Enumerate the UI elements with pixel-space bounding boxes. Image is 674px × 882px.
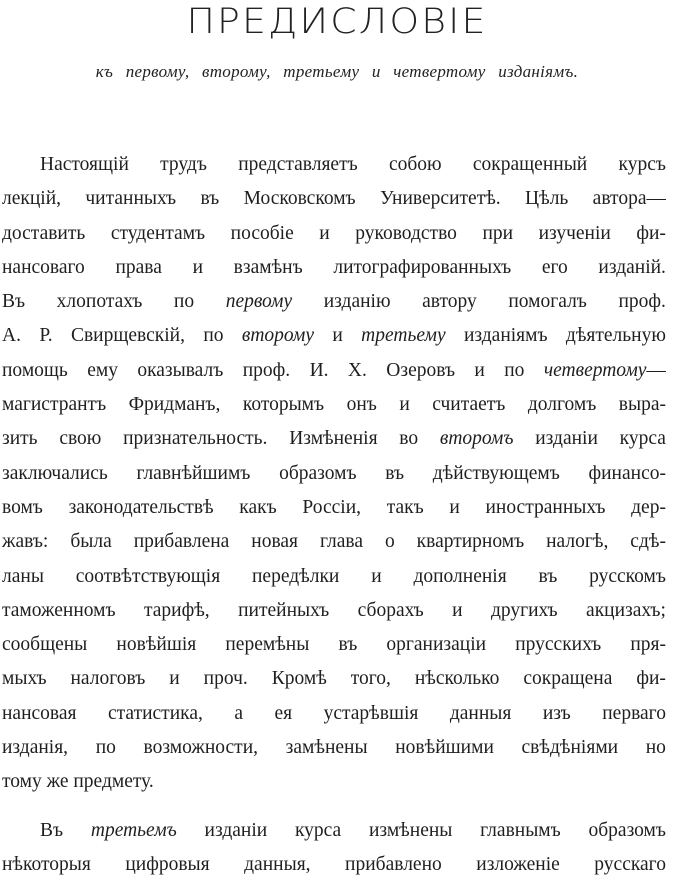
word: новѣйшія <box>116 634 197 656</box>
text-line <box>0 525 666 559</box>
text-line <box>0 697 666 731</box>
word: по <box>95 737 116 759</box>
word: во <box>399 428 419 450</box>
word: жавъ: <box>2 531 49 553</box>
word: налогѣ, <box>546 531 609 553</box>
text-line <box>0 148 666 182</box>
word: по <box>504 359 525 381</box>
word: онъ <box>346 394 377 416</box>
text-line <box>0 628 666 662</box>
word: новая <box>251 531 299 553</box>
word: трудъ <box>160 154 207 175</box>
text-line <box>0 662 666 696</box>
text-line <box>0 848 666 882</box>
word: литографированныхъ <box>333 256 512 278</box>
word: фи- <box>636 668 666 690</box>
word: А. <box>2 325 21 347</box>
text-line <box>0 422 666 456</box>
word: но <box>645 737 666 759</box>
text-line <box>0 182 666 216</box>
word: въ <box>538 565 558 587</box>
word: которымъ <box>242 394 325 416</box>
word: при <box>482 222 514 244</box>
word: сообщены <box>2 634 88 656</box>
word: изложеніе <box>476 853 560 875</box>
text-line <box>0 560 666 594</box>
word: тарифѣ, <box>143 599 210 621</box>
word: Университетѣ. <box>379 188 501 210</box>
text-line <box>0 319 666 353</box>
word: представляетъ <box>238 154 358 175</box>
word: Х. <box>347 359 367 381</box>
text-line <box>0 388 666 422</box>
word: Свирщевскій, <box>70 325 185 347</box>
word: изданія, <box>2 737 69 759</box>
word: дополненія <box>413 565 507 587</box>
word: въ <box>200 188 220 210</box>
word: устарѣвшія <box>323 702 419 724</box>
text-line <box>0 457 666 491</box>
word: проф. <box>618 291 666 313</box>
word: ея <box>274 702 293 724</box>
word: взамѣнъ <box>233 256 303 278</box>
word: помощь <box>2 359 68 381</box>
paragraph-2 <box>0 814 674 882</box>
word: а <box>234 702 243 724</box>
word: мыхъ <box>2 668 47 690</box>
word: прибавлено <box>345 853 442 875</box>
word: его <box>541 256 568 278</box>
word: Кромѣ <box>271 668 327 690</box>
text-line <box>0 354 666 388</box>
word: сокращенный <box>472 154 588 175</box>
word: главнѣйшимъ <box>136 462 251 484</box>
word: Въ <box>40 819 64 841</box>
word: русскаго <box>594 853 666 875</box>
word: новѣйшими <box>395 737 494 759</box>
word: Цѣль <box>525 188 569 210</box>
word: и <box>371 565 382 587</box>
paragraph-1 <box>0 148 674 800</box>
word: и <box>319 222 330 244</box>
word: проф. <box>242 359 291 381</box>
word: нѣкоторыя <box>2 853 91 875</box>
word: ланы <box>2 565 44 587</box>
word: данныя <box>449 702 512 724</box>
word: прусскихъ <box>515 634 602 656</box>
word: права <box>115 256 162 278</box>
word: дѣятельную <box>565 325 666 347</box>
word: свою <box>59 428 102 450</box>
word: перемѣны <box>225 634 310 656</box>
word: и <box>452 599 463 621</box>
word: образомъ <box>588 819 666 841</box>
word: автору <box>422 291 477 313</box>
word: третьему <box>361 325 446 347</box>
word: вомъ <box>2 496 43 518</box>
word: прибавлена <box>133 531 230 553</box>
word: какъ <box>239 496 277 518</box>
word: сокращена <box>523 668 613 690</box>
word: лекцій, <box>2 188 62 210</box>
text-line <box>0 217 666 251</box>
word: свѣдѣніями <box>521 737 619 759</box>
word: и <box>192 256 204 278</box>
word: сборахъ <box>357 599 424 621</box>
word: статистика, <box>108 702 203 724</box>
word: третьемъ <box>90 819 177 841</box>
word: данныя, <box>244 853 311 875</box>
word: изученіи <box>538 222 611 244</box>
word: и <box>332 325 343 347</box>
text-line <box>0 491 666 525</box>
word: Настоящій <box>40 154 129 175</box>
word: акцизахъ; <box>586 599 666 621</box>
word: четвертому— <box>543 359 666 381</box>
word: пря- <box>630 634 666 656</box>
word: и <box>399 394 410 416</box>
word: и <box>449 496 460 518</box>
word: помогалъ <box>508 291 587 313</box>
word: возможности, <box>143 737 259 759</box>
page-title: ПРЕДИСЛОВІЕ <box>186 2 488 42</box>
word: изъ <box>542 702 571 724</box>
word: соотвѣтствующія <box>75 565 221 587</box>
word: руководство <box>355 222 457 244</box>
word: собою <box>388 154 442 175</box>
body-text <box>0 148 674 882</box>
word: изданіямъ <box>463 325 548 347</box>
word: финансо- <box>588 462 666 484</box>
word: квартирномъ <box>416 531 525 553</box>
word: цифровыя <box>125 853 210 875</box>
word: въ <box>385 462 405 484</box>
word: измѣнены <box>368 819 453 841</box>
word: по <box>203 325 224 347</box>
word: Въ <box>2 291 26 313</box>
word: выра- <box>618 394 666 416</box>
word: оказывалъ <box>137 359 224 381</box>
page-subtitle: къ первому, второму, третьему и четвертому изданіямъ. <box>95 62 579 81</box>
word: образомъ <box>279 462 357 484</box>
word: сдѣ- <box>630 531 666 553</box>
word: заключались <box>2 462 108 484</box>
word: Измѣненія <box>289 428 378 450</box>
word: была <box>70 531 112 553</box>
word: въ <box>338 634 358 656</box>
word: нансоваго <box>2 256 85 278</box>
word: студентамъ <box>110 222 206 244</box>
word: замѣнены <box>285 737 368 759</box>
text-line <box>0 765 666 799</box>
word: дер- <box>631 496 666 518</box>
word: другихъ <box>490 599 558 621</box>
word: пособіе <box>230 222 294 244</box>
word: организаціи <box>386 634 487 656</box>
word: перваго <box>602 702 666 724</box>
word: Озеровъ <box>386 359 456 381</box>
word: И. <box>309 359 329 381</box>
text-line <box>0 731 666 765</box>
word: долгомъ <box>527 394 597 416</box>
word: курса <box>619 428 666 450</box>
text-line <box>0 285 666 319</box>
word: Фридманъ, <box>128 394 221 416</box>
word: хлопотахъ <box>56 291 143 313</box>
word: курсъ <box>618 154 666 175</box>
word: главнымъ <box>480 819 561 841</box>
word: и <box>169 668 180 690</box>
word: магистрантъ <box>2 394 107 416</box>
word: предмету. <box>73 771 154 793</box>
word: проч. <box>203 668 248 690</box>
word: того, <box>350 668 391 690</box>
word: доставить <box>2 222 86 244</box>
word: нѣсколько <box>414 668 500 690</box>
word: признательность. <box>123 428 268 450</box>
word: второму <box>241 325 315 347</box>
word: такъ <box>386 496 424 518</box>
word: дѣйствующемъ <box>432 462 560 484</box>
word: иностранныхъ <box>485 496 606 518</box>
word: автора— <box>592 188 666 210</box>
word: читанныхъ <box>85 188 177 210</box>
word: ему <box>87 359 118 381</box>
word: питейныхъ <box>238 599 330 621</box>
word: передѣлки <box>251 565 340 587</box>
word: о <box>384 531 395 553</box>
word: изданію <box>323 291 391 313</box>
word: считаетъ <box>432 394 506 416</box>
word: Россіи, <box>302 496 362 518</box>
word: фи- <box>636 222 666 244</box>
word: Московскомъ <box>243 188 356 210</box>
word: русскомъ <box>589 565 666 587</box>
word: зить <box>2 428 38 450</box>
word: тому <box>2 771 42 793</box>
text-line <box>0 814 666 848</box>
text-line <box>0 251 666 285</box>
word: глава <box>319 531 363 553</box>
word: изданіи <box>204 819 268 841</box>
word: изданій. <box>598 256 666 278</box>
word: Р. <box>39 325 53 347</box>
word: же <box>46 771 69 793</box>
word: изданіи <box>535 428 598 450</box>
word: налоговъ <box>70 668 146 690</box>
word: первому <box>225 291 293 313</box>
word: законодательствѣ <box>68 496 214 518</box>
word: и <box>474 359 485 381</box>
word: нансовая <box>2 702 77 724</box>
word: по <box>173 291 195 313</box>
text-line <box>0 594 666 628</box>
word: второмъ <box>439 428 514 450</box>
word: таможенномъ <box>2 599 116 621</box>
word: курса <box>294 819 342 841</box>
